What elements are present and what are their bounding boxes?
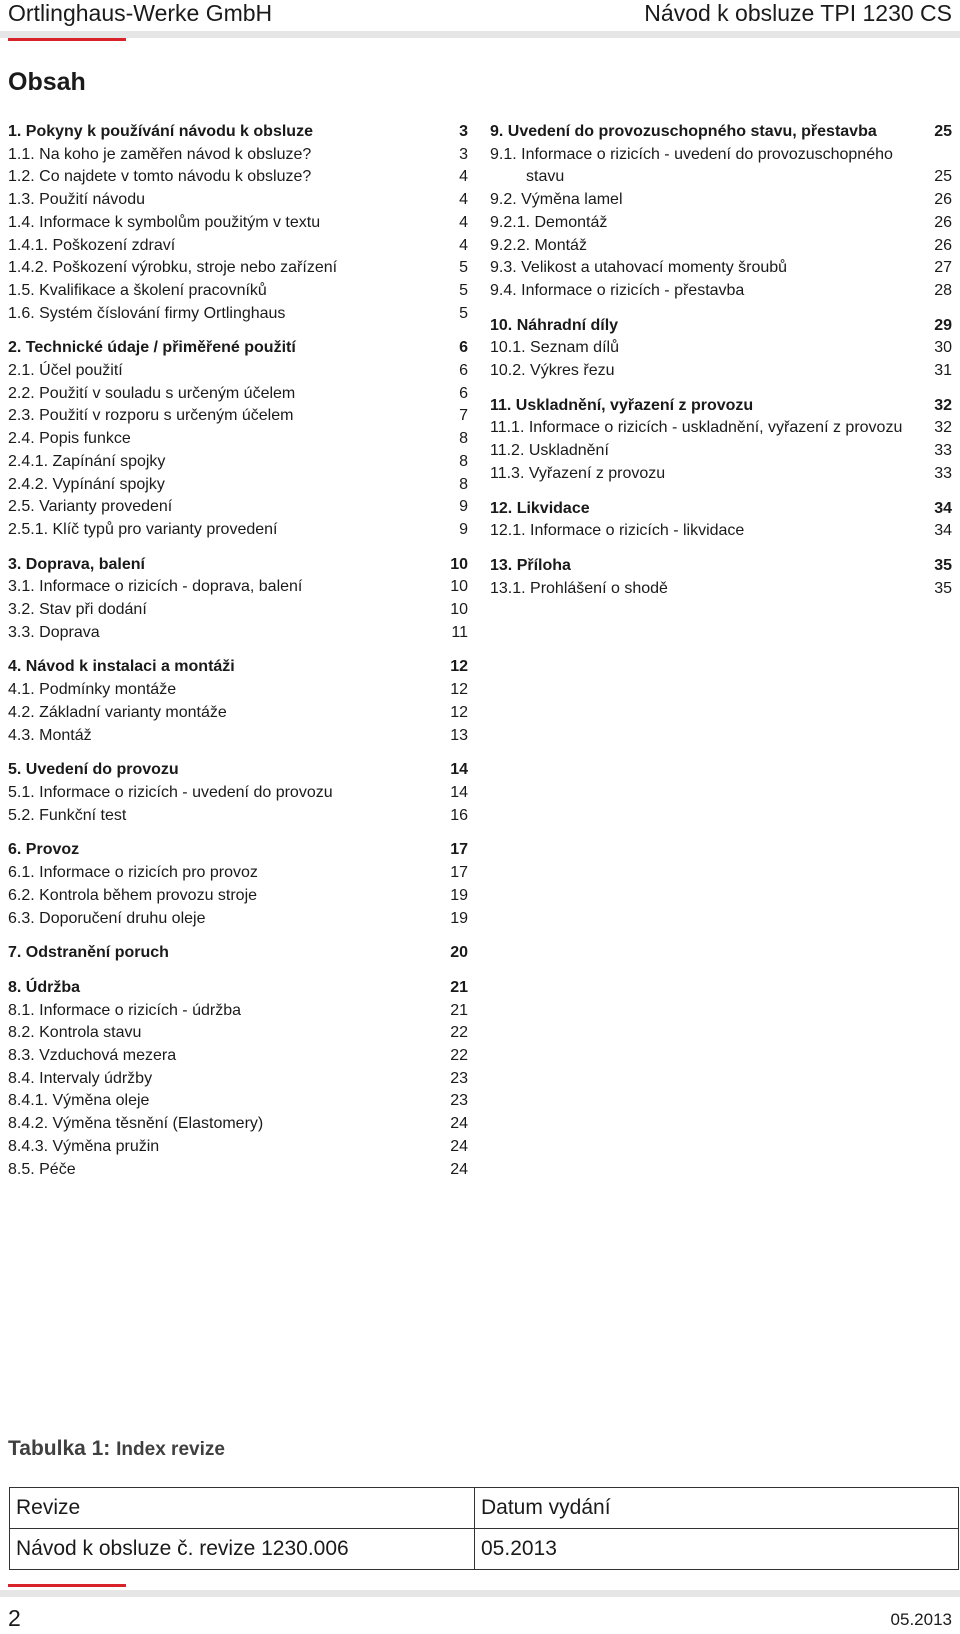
toc-entry[interactable] — [8, 1000, 468, 1023]
toc-entry[interactable] — [8, 679, 468, 702]
toc-entry-page: 25 — [934, 168, 952, 186]
toc-entry-title: 9.1. Informace o rizicích - uvedení do provozuschopného stavu — [490, 145, 893, 186]
toc-entry-title: 11.3. Vyřazení z provozu — [490, 464, 666, 482]
toc-entry[interactable] — [490, 212, 952, 235]
toc-entry-page: 21 — [450, 1001, 468, 1019]
toc-entry-page: 12 — [450, 658, 468, 676]
toc-entry-page: 6 — [459, 339, 468, 357]
toc-entry-title: 2.4. Popis funkce — [8, 430, 131, 448]
toc-entry[interactable] — [490, 360, 952, 383]
toc-entry-page: 9 — [459, 498, 468, 516]
toc-entry[interactable] — [8, 1090, 468, 1113]
toc-entry-title: 7. Odstranění poruch — [8, 944, 169, 962]
toc-entry-page: 35 — [934, 556, 952, 574]
toc-entry-page: 32 — [934, 396, 952, 414]
toc-entry[interactable] — [8, 383, 468, 406]
toc-right-column — [490, 121, 952, 612]
toc-entry[interactable] — [8, 1045, 468, 1068]
toc-entry-title: 8.4.3. Výměna pružin — [8, 1137, 160, 1155]
toc-section — [8, 121, 468, 325]
toc-entry[interactable] — [8, 451, 468, 474]
toc-entry-page: 34 — [934, 499, 952, 517]
toc-entry[interactable] — [8, 782, 468, 805]
toc-section — [490, 315, 952, 383]
toc-entry[interactable] — [8, 166, 468, 189]
toc-entry-page: 29 — [934, 316, 952, 334]
toc-entry-page: 10 — [450, 578, 468, 596]
toc-section-heading[interactable] — [490, 315, 952, 338]
toc-entry-page: 4 — [459, 236, 468, 254]
toc-entry-page: 26 — [934, 236, 952, 254]
toc-entry-page: 8 — [459, 475, 468, 493]
toc-entry[interactable] — [490, 440, 952, 463]
toc-entry-page: 5 — [459, 259, 468, 277]
toc-entry-page: 30 — [934, 339, 952, 357]
toc-entry-page: 24 — [450, 1160, 468, 1178]
toc-entry-title: 10.1. Seznam dílů — [490, 339, 619, 357]
toc-left-column — [8, 121, 468, 1193]
toc-entry-title: 1.2. Co najdete v tomto návodu k obsluze? — [8, 168, 312, 186]
toc-entry-title: 12. Likvidace — [490, 499, 590, 517]
toc-entry-page: 35 — [934, 579, 952, 597]
toc-entry-page: 34 — [934, 522, 952, 540]
toc-section — [490, 395, 952, 486]
toc-section — [8, 554, 468, 645]
toc-entry-page: 23 — [450, 1069, 468, 1087]
toc-entry[interactable] — [8, 257, 468, 280]
toc-entry[interactable] — [490, 144, 952, 189]
toc-entry-page: 24 — [450, 1137, 468, 1155]
toc-entry-page: 3 — [459, 123, 468, 140]
toc-entry[interactable] — [8, 303, 468, 326]
toc-entry-title: 9.3. Velikost a utahovací momenty šroubů — [490, 259, 788, 277]
toc-section — [8, 942, 468, 965]
toc-entry-title: 9.2. Výměna lamel — [490, 191, 623, 209]
toc-entry-title: 1. Pokyny k používání návodu k obsluze — [8, 123, 313, 140]
toc-entry-page: 9 — [459, 520, 468, 538]
toc-section-heading[interactable] — [8, 942, 468, 965]
toc-entry-title: 2.5. Varianty provedení — [8, 498, 173, 516]
toc-entry[interactable] — [490, 463, 952, 486]
toc-entry-title: 3.2. Stav při dodání — [8, 601, 147, 619]
toc-entry-title: 11. Uskladnění, vyřazení z provozu — [490, 396, 754, 414]
toc-entry[interactable] — [8, 428, 468, 451]
toc-entry-title: 9.2.1. Demontáž — [490, 213, 608, 231]
toc-entry[interactable] — [8, 519, 468, 542]
toc-entry-page: 17 — [450, 841, 468, 859]
toc-section-heading[interactable] — [8, 656, 468, 679]
toc-entry[interactable] — [8, 1068, 468, 1091]
footer-gray-rule — [0, 1590, 960, 1597]
toc-section — [490, 121, 952, 303]
table-caption-prefix: Tabulka 1: — [8, 1437, 111, 1460]
toc-entry-title: 9. Uvedení do provozuschopného stavu, přestavba — [490, 123, 877, 140]
toc-entry-title: 13. Příloha — [490, 556, 571, 574]
toc-section — [8, 839, 468, 930]
toc-section-heading[interactable] — [8, 337, 468, 360]
header-red-rule — [8, 38, 126, 41]
toc-entry[interactable] — [8, 599, 468, 622]
toc-entry-title: 8.4. Intervaly údržby — [8, 1069, 153, 1087]
toc-entry-page: 22 — [450, 1047, 468, 1065]
toc-entry-title: 6.2. Kontrola během provozu stroje — [8, 886, 258, 904]
toc-entry-page: 33 — [934, 442, 952, 460]
toc-title: Obsah — [8, 68, 86, 96]
toc-entry[interactable] — [8, 1136, 468, 1159]
toc-entry[interactable] — [8, 189, 468, 212]
toc-entry-page: 10 — [450, 555, 468, 573]
toc-entry-page: 23 — [450, 1092, 468, 1110]
toc-entry[interactable] — [8, 622, 468, 645]
toc-entry-title: 5.2. Funkční test — [8, 806, 127, 824]
toc-entry-title: 8.2. Kontrola stavu — [8, 1024, 142, 1042]
toc-entry-page: 25 — [934, 123, 952, 140]
toc-entry[interactable] — [8, 212, 468, 235]
toc-section-heading[interactable] — [490, 498, 952, 521]
toc-entry[interactable] — [490, 235, 952, 258]
toc-entry-page: 26 — [934, 213, 952, 231]
toc-section — [490, 555, 952, 600]
toc-section-heading[interactable] — [8, 839, 468, 862]
toc-entry-title: 3. Doprava, balení — [8, 555, 145, 573]
toc-entry-title: 6.1. Informace o rizicích pro provoz — [8, 864, 258, 882]
table-row — [10, 1488, 959, 1529]
toc-entry-title: 1.5. Kvalifikace a školení pracovníků — [8, 281, 267, 299]
toc-entry[interactable] — [490, 578, 952, 601]
toc-entry-title: 9.4. Informace o rizicích - přestavba — [490, 281, 745, 299]
toc-entry-page: 31 — [934, 362, 952, 380]
toc-entry-title: 13.1. Prohlášení o shodě — [490, 579, 668, 597]
toc-entry-title: 9.2.2. Montáž — [490, 236, 587, 254]
toc-entry-title: 8.1. Informace o rizicích - údržba — [8, 1001, 241, 1019]
toc-entry[interactable] — [8, 280, 468, 303]
toc-entry-page: 4 — [459, 213, 468, 231]
toc-entry-page: 24 — [450, 1115, 468, 1133]
toc-entry-title: 10. Náhradní díly — [490, 316, 619, 334]
toc-section — [8, 759, 468, 827]
toc-entry-page: 8 — [459, 430, 468, 448]
toc-entry-title: 8.4.1. Výměna oleje — [8, 1092, 150, 1110]
toc-entry-title: 6. Provoz — [8, 841, 80, 859]
toc-entry-page: 22 — [450, 1024, 468, 1042]
toc-entry[interactable] — [8, 235, 468, 258]
toc-entry[interactable] — [490, 189, 952, 212]
toc-entry-title: 8. Údržba — [8, 978, 81, 996]
toc-entry-title: 1.4. Informace k symbolům použitým v textu — [8, 213, 321, 231]
toc-entry-page: 10 — [450, 601, 468, 619]
toc-entry-title: 4.1. Podmínky montáže — [8, 681, 177, 699]
toc-entry-page: 4 — [459, 168, 468, 186]
toc-entry-page: 21 — [450, 978, 468, 996]
toc-entry[interactable] — [8, 885, 468, 908]
toc-entry[interactable] — [8, 144, 468, 167]
toc-entry[interactable] — [8, 1159, 468, 1182]
toc-entry[interactable] — [8, 908, 468, 931]
toc-entry-title: 6.3. Doporučení druhu oleje — [8, 909, 206, 927]
header-company: Ortlinghaus-Werke GmbH — [8, 0, 273, 26]
table-caption — [8, 1437, 225, 1461]
toc-entry[interactable] — [8, 360, 468, 383]
toc-entry-page: 11 — [451, 623, 468, 641]
toc-entry[interactable] — [490, 417, 952, 440]
toc-section-heading[interactable] — [490, 395, 952, 418]
toc-entry-title: 5. Uvedení do provozu — [8, 761, 179, 779]
table-cell: Datum vydání — [475, 1488, 959, 1529]
toc-entry-title: 10.2. Výkres řezu — [490, 362, 615, 380]
toc-entry-page: 26 — [934, 191, 952, 209]
toc-entry-page: 28 — [934, 281, 952, 299]
toc-section-heading[interactable] — [8, 554, 468, 577]
toc-entry[interactable] — [490, 337, 952, 360]
toc-entry-page: 6 — [459, 384, 468, 402]
toc-entry-page: 20 — [450, 944, 468, 962]
table-cell: Návod k obsluze č. revize 1230.006 — [10, 1529, 475, 1570]
toc-entry[interactable] — [490, 280, 952, 303]
toc-entry-title: 11.1. Informace o rizicích - uskladnění, vyřazení z provozu — [490, 419, 903, 437]
toc-entry-title: 3.1. Informace o rizicích - doprava, balení — [8, 578, 303, 596]
toc-entry-title: 2.5.1. Klíč typů pro varianty provedení — [8, 520, 278, 538]
toc-entry-page: 5 — [459, 281, 468, 299]
toc-entry-title: 12.1. Informace o rizicích - likvidace — [490, 522, 745, 540]
toc-section-heading[interactable] — [490, 555, 952, 578]
toc-entry[interactable] — [8, 805, 468, 828]
toc-entry-title: 2. Technické údaje / přiměřené použití — [8, 339, 296, 357]
toc-section-heading[interactable] — [8, 759, 468, 782]
toc-entry-title: 5.1. Informace o rizicích - uvedení do provozu — [8, 783, 333, 801]
toc-entry-title: 2.3. Použití v rozporu s určeným účelem — [8, 407, 294, 425]
header-gray-rule — [0, 31, 960, 38]
toc-entry[interactable] — [490, 257, 952, 280]
toc-entry-title: 8.4.2. Výměna těsnění (Elastomery) — [8, 1115, 264, 1133]
toc-entry-title: 1.3. Použití návodu — [8, 191, 145, 209]
toc-section — [8, 977, 468, 1181]
toc-section-heading[interactable] — [490, 121, 952, 144]
toc-entry-page: 12 — [450, 703, 468, 721]
table-row — [10, 1529, 959, 1570]
toc-entry-page: 3 — [459, 145, 468, 163]
toc-entry[interactable] — [8, 862, 468, 885]
toc-entry[interactable] — [8, 1022, 468, 1045]
toc-entry-page: 5 — [459, 304, 468, 322]
toc-entry-page: 27 — [934, 259, 952, 277]
footer-page-number: 2 — [8, 1605, 21, 1631]
header-manual-title: Návod k obsluze TPI 1230 CS — [644, 0, 952, 26]
toc-entry-page: 32 — [934, 419, 952, 437]
toc-entry[interactable] — [8, 474, 468, 497]
toc-entry-page: 33 — [934, 464, 952, 482]
toc-entry-title: 8.3. Vzduchová mezera — [8, 1047, 177, 1065]
toc-entry-page: 4 — [459, 191, 468, 209]
toc-entry-title: 4. Návod k instalaci a montáži — [8, 658, 235, 676]
toc-entry-page: 13 — [450, 726, 468, 744]
toc-entry[interactable] — [8, 702, 468, 725]
footer-date: 05.2013 — [890, 1610, 952, 1629]
toc-entry-page: 14 — [450, 761, 468, 779]
toc-entry[interactable] — [8, 576, 468, 599]
toc-entry-title: 4.3. Montáž — [8, 726, 92, 744]
toc-entry-title: 2.2. Použití v souladu s určeným účelem — [8, 384, 296, 402]
table-caption-text: Index revize — [116, 1439, 225, 1460]
toc-entry-page: 7 — [459, 407, 468, 425]
table-cell: Revize — [10, 1488, 475, 1529]
toc-entry-page: 6 — [459, 362, 468, 380]
toc-entry-title: 1.6. Systém číslování firmy Ortlinghaus — [8, 304, 286, 322]
toc-entry-page: 17 — [450, 864, 468, 882]
footer-red-rule — [8, 1584, 126, 1587]
toc-entry-title: 4.2. Základní varianty montáže — [8, 703, 227, 721]
toc-section — [490, 498, 952, 543]
toc-entry-page: 8 — [459, 452, 468, 470]
toc-entry[interactable] — [8, 496, 468, 519]
toc-entry-title: 3.3. Doprava — [8, 623, 100, 641]
table-cell: 05.2013 — [475, 1529, 959, 1570]
toc-entry-title: 11.2. Uskladnění — [490, 442, 609, 460]
toc-entry[interactable] — [490, 520, 952, 543]
toc-section-heading[interactable] — [8, 977, 468, 1000]
revision-table — [9, 1487, 959, 1570]
toc-entry-page: 19 — [450, 909, 468, 927]
toc-entry[interactable] — [8, 1113, 468, 1136]
toc-section — [8, 337, 468, 541]
toc-entry-title: 2.1. Účel použití — [8, 362, 123, 380]
toc-entry-page: 14 — [450, 783, 468, 801]
toc-entry-title: 1.1. Na koho je zaměřen návod k obsluze? — [8, 145, 312, 163]
toc-entry-title: 2.4.1. Zapínání spojky — [8, 452, 166, 470]
toc-section — [8, 656, 468, 747]
toc-entry-title: 1.4.1. Poškození zdraví — [8, 236, 176, 254]
toc-entry-title: 2.4.2. Vypínání spojky — [8, 475, 165, 493]
toc-entry[interactable] — [8, 725, 468, 748]
toc-entry-title: 1.4.2. Poškození výrobku, stroje nebo zařízení — [8, 259, 338, 277]
toc-section-heading[interactable] — [8, 121, 468, 144]
toc-entry-title: 8.5. Péče — [8, 1160, 76, 1178]
toc-entry-page: 12 — [450, 681, 468, 699]
toc-entry-page: 16 — [450, 806, 468, 824]
toc-entry[interactable] — [8, 405, 468, 428]
toc-entry-page: 19 — [450, 886, 468, 904]
